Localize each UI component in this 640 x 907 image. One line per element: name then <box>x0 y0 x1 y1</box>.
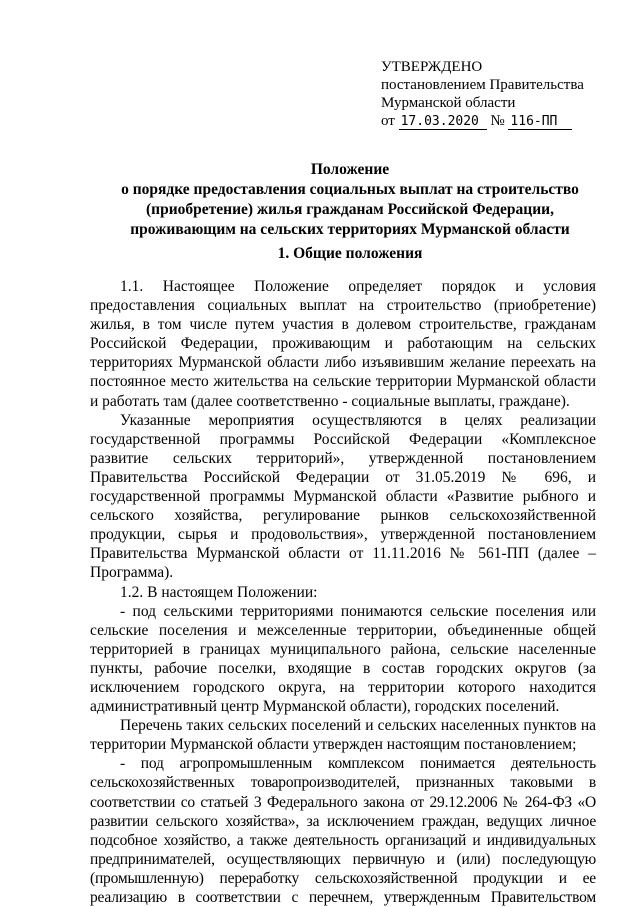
paragraph-1-1: 1.1. Настоящее Положение определяет порядок и условия предоставления социальных выплат на строительство (приобретение) жилья, в том числе путем участия в долевом строительстве, гражданам Российской Федерации, проживающим и работающим на сельских территориях Мурманской области либо изъявившим желание переехать на постоянное место жительства на сельские территории Мурманской области и работать там (далее соответственно - социальные выплаты, граждане). <box>90 278 596 410</box>
section-heading: 1. Общие положения <box>277 245 423 262</box>
approval-line-1: УТВЕРЖДЕНО <box>381 59 483 75</box>
paragraph-rural-territories: - под сельскими территориями понимаются сельские поселения или сельские поселения и межселенные территории, объединенные общей территорией в границах муниципального района, сельские населенные пункты, рабочие поселки, входящие в состав городских округов (за исключением городского округа, на территории которого находится административный центр Мурманской области), городских поселений. <box>90 602 596 716</box>
paragraph-agro-complex: - под агропромышленным комплексом понимается деятельность сельскохозяйственных товаропроизводителей, признанных таковыми в соответствии со статьей 3 Федерального закона от 29.12.2006 № 264-ФЗ «О развитии сельского хозяйства», за исключением граждан, ведущих личное подсобное хозяйство, а также деятельность организаций и индивидуальных предпринимателей, осуществляющих первичную и (или) последующую (промышленную) переработку сельскохозяйственной продукции и ее реализацию в соответствии с перечнем, утвержденным Правительством <box>90 755 596 906</box>
approval-number-label: № <box>490 113 505 129</box>
approval-from-label: от <box>381 113 395 129</box>
approval-number: 116-ПП <box>508 115 572 130</box>
title-line-2: о порядке предоставления социальных выплат на строительство <box>121 181 579 198</box>
approval-date-line <box>381 112 621 130</box>
paragraph-list: Перечень таких сельских поселений и сельских населенных пунктов на территории Мурманской области утвержден настоящим постановлением; <box>90 717 596 754</box>
title-line-1: Положение <box>310 161 390 178</box>
paragraph-1-2: 1.2. В настоящем Положении: <box>120 583 318 601</box>
approval-line-2: постановлением Правительства <box>381 77 584 93</box>
approval-stamp <box>381 58 621 130</box>
document-body <box>90 277 596 907</box>
approval-line-3: Мурманской области <box>381 95 516 111</box>
title-line-4: проживающим на сельских территориях Мурманской области <box>130 221 570 238</box>
document-title <box>60 160 640 240</box>
approval-date: 17.03.2020 <box>399 115 487 130</box>
title-line-3: (приобретение) жилья гражданам Российской Федерации, <box>146 201 554 218</box>
paragraph-program: Указанные мероприятия осуществляются в целях реализации государственной программы Российской Федерации «Комплексное развитие сельских территорий», утвержденной постановлением Правительства Российской Федерации от 31.05.2019 № 696, и государственной программы Мурманской области «Развитие рыбного и сельского хозяйства, регулирование рынков сельскохозяйственной продукции, сырья и продовольствия», утвержденной постановлением Правительства Мурманской области от 11.11.2016 № 561-ПП (далее – Программа). <box>90 411 596 582</box>
